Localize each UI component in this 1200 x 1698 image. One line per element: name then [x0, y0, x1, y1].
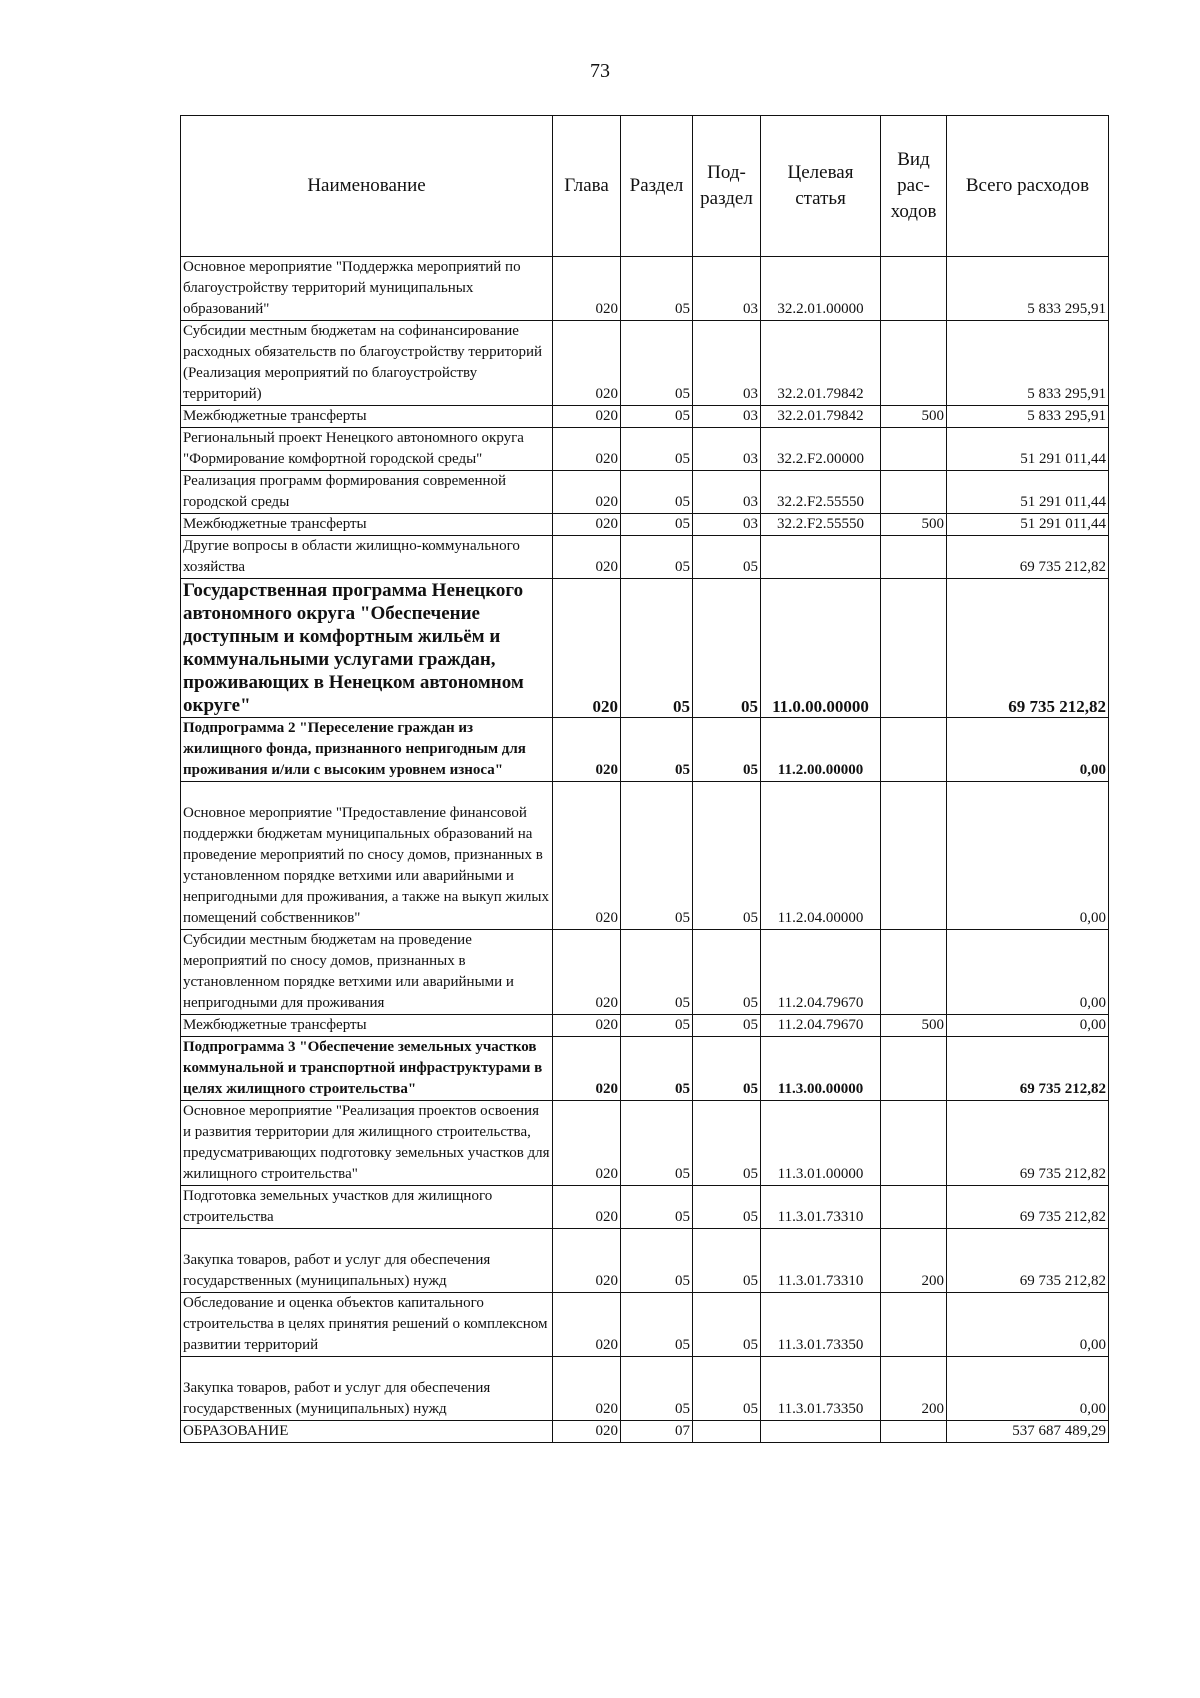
row-target-text: 11.3.01.73310 [777, 1209, 864, 1225]
row-section-text: 05 [675, 910, 690, 926]
row-total-text: 0,00 [1079, 910, 1106, 926]
row-subsection [693, 579, 761, 718]
row-total [947, 782, 1109, 930]
row-target-text: 11.3.01.73350 [777, 1337, 864, 1353]
row-target [761, 321, 881, 406]
row-target [761, 718, 881, 782]
row-chapter [553, 1293, 621, 1357]
row-chapter [553, 1015, 621, 1037]
row-total [947, 321, 1109, 406]
row-subsection [693, 1186, 761, 1229]
row-section [621, 1229, 693, 1293]
row-name-text: Региональный проект Ненецкого автономного округа "Формирование комфортной городской среды" [183, 430, 524, 467]
row-chapter [553, 406, 621, 428]
table-row [181, 782, 1109, 930]
row-name-text: Субсидии местным бюджетам на проведение мероприятий по сносу домов, признанных в установленном порядке ветхими или аварийными и непригодными для проживания [183, 932, 514, 1011]
row-subsection [693, 257, 761, 321]
row-total [947, 1186, 1109, 1229]
row-subsection [693, 930, 761, 1015]
row-chapter [553, 1421, 621, 1443]
row-section-text: 05 [675, 1017, 690, 1033]
row-section-text: 05 [675, 1337, 690, 1353]
row-expense-type [881, 514, 947, 536]
row-total [947, 1037, 1109, 1101]
row-expense-type [881, 536, 947, 579]
row-target [761, 579, 881, 718]
row-expense-type [881, 1186, 947, 1229]
header-chapter: Глава [553, 116, 621, 257]
row-target-text: 11.3.01.73350 [777, 1401, 864, 1417]
row-expense-type-text: 500 [921, 516, 944, 532]
row-name [181, 514, 553, 536]
row-section-text: 05 [675, 1209, 690, 1225]
row-name [181, 1421, 553, 1443]
row-expense-type-text: 500 [921, 408, 944, 424]
row-name-text: Межбюджетные трансферты [183, 408, 367, 424]
row-section [621, 321, 693, 406]
row-total [947, 1101, 1109, 1186]
row-total-text: 69 735 212,82 [1019, 1081, 1106, 1097]
row-subsection-text: 05 [743, 1166, 758, 1182]
row-subsection-text: 05 [743, 1273, 758, 1289]
row-target [761, 514, 881, 536]
row-chapter-text: 020 [595, 301, 618, 317]
row-chapter-text: 020 [595, 1166, 618, 1182]
row-total-text: 537 687 489,29 [1012, 1423, 1106, 1439]
row-subsection [693, 1015, 761, 1037]
row-subsection-text: 05 [743, 1401, 758, 1417]
row-name [181, 1357, 553, 1421]
table-row [181, 406, 1109, 428]
row-target [761, 930, 881, 1015]
row-name-text: Подпрограмма 3 "Обеспечение земельных участков коммунальной и транспортной инфраструктурами в целях жилищного строительства" [183, 1039, 543, 1097]
row-chapter-text: 020 [595, 1401, 618, 1417]
row-subsection-text: 05 [743, 559, 758, 575]
row-name-text: Основное мероприятие "Реализация проектов освоения и развития территории для жилищного строительства, предусматривающих подготовку земельных участков для жилищного строительства" [183, 1103, 550, 1182]
row-chapter [553, 428, 621, 471]
table-row [181, 718, 1109, 782]
row-name [181, 428, 553, 471]
row-total-text: 5 833 295,91 [1027, 386, 1106, 402]
row-subsection-text: 03 [743, 386, 758, 402]
row-total-text: 0,00 [1079, 995, 1106, 1011]
table-row [181, 536, 1109, 579]
row-name-text: Другие вопросы в области жилищно-коммунального хозяйства [183, 538, 520, 575]
row-section-text: 05 [675, 1273, 690, 1289]
row-subsection-text: 05 [743, 1017, 758, 1033]
row-section [621, 471, 693, 514]
row-expense-type [881, 1015, 947, 1037]
header-name: Наименование [181, 116, 553, 257]
row-section-text: 07 [675, 1423, 690, 1439]
row-name [181, 1037, 553, 1101]
row-target [761, 1421, 881, 1443]
row-target [761, 1037, 881, 1101]
row-section [621, 579, 693, 718]
row-total [947, 514, 1109, 536]
header-target: Целевая статья [761, 116, 881, 257]
row-target [761, 1015, 881, 1037]
row-section-text: 05 [675, 451, 690, 467]
table-row [181, 514, 1109, 536]
row-target-text: 32.2.01.00000 [777, 301, 864, 317]
row-target-text: 11.3.01.73310 [777, 1273, 864, 1289]
row-section-text: 05 [675, 386, 690, 402]
row-target-text: 32.2.F2.55550 [776, 516, 865, 532]
row-section [621, 1037, 693, 1101]
row-target [761, 536, 881, 579]
row-section [621, 257, 693, 321]
row-section [621, 930, 693, 1015]
header-expense-type: Вид рас-ходов [881, 116, 947, 257]
row-target-text: 32.2.F2.00000 [776, 451, 865, 467]
row-name [181, 471, 553, 514]
row-chapter-text: 020 [595, 762, 618, 778]
row-target-text: 32.2.01.79842 [777, 386, 864, 402]
row-total [947, 1293, 1109, 1357]
row-name [181, 1293, 553, 1357]
row-name [181, 257, 553, 321]
row-subsection [693, 1421, 761, 1443]
row-chapter [553, 1101, 621, 1186]
page-number: 73 [590, 60, 610, 82]
row-target [761, 471, 881, 514]
row-total-text: 69 735 212,82 [1019, 1166, 1106, 1182]
row-name-text: Основное мероприятие "Предоставление финансовой поддержки бюджетам муниципальных образований на проведение мероприятий по сносу домов, признанных в установленном порядке ветхими или аварийными и непригодными для проживания, а также на выкуп жилых помещений собственников" [183, 805, 549, 926]
row-subsection-text: 05 [743, 995, 758, 1011]
row-chapter-text: 020 [595, 1337, 618, 1353]
row-chapter [553, 321, 621, 406]
table-row [181, 579, 1109, 718]
table-row [181, 321, 1109, 406]
row-name [181, 1015, 553, 1037]
row-target [761, 1186, 881, 1229]
row-subsection [693, 536, 761, 579]
row-total-text: 51 291 011,44 [1020, 494, 1106, 510]
table-body [181, 257, 1109, 1443]
row-name [181, 782, 553, 930]
row-chapter-text: 020 [595, 386, 618, 402]
table-row [181, 1421, 1109, 1443]
row-total-text: 69 735 212,82 [1008, 697, 1106, 716]
row-subsection [693, 782, 761, 930]
row-chapter-text: 020 [595, 494, 618, 510]
row-section-text: 05 [673, 697, 690, 716]
table-row [181, 1015, 1109, 1037]
row-total-text: 69 735 212,82 [1019, 559, 1106, 575]
row-expense-type [881, 718, 947, 782]
row-name [181, 1101, 553, 1186]
row-section-text: 05 [675, 301, 690, 317]
row-gap [183, 782, 550, 803]
row-chapter [553, 579, 621, 718]
row-total [947, 406, 1109, 428]
row-subsection [693, 1357, 761, 1421]
row-subsection [693, 321, 761, 406]
row-expense-type [881, 930, 947, 1015]
row-chapter [553, 1037, 621, 1101]
row-section [621, 428, 693, 471]
row-section-text: 05 [675, 995, 690, 1011]
row-name-text: Закупка товаров, работ и услуг для обеспечения государственных (муниципальных) нужд [183, 1252, 491, 1289]
row-name [181, 1229, 553, 1293]
row-name [181, 579, 553, 718]
row-total [947, 930, 1109, 1015]
header-section: Раздел [621, 116, 693, 257]
row-target-text: 11.2.00.00000 [777, 762, 864, 778]
row-name-text: Закупка товаров, работ и услуг для обеспечения государственных (муниципальных) нужд [183, 1380, 491, 1417]
row-section-text: 05 [675, 1166, 690, 1182]
row-target-text: 11.3.00.00000 [777, 1081, 864, 1097]
row-name [181, 718, 553, 782]
row-expense-type-text: 200 [921, 1401, 944, 1417]
row-gap [183, 1229, 550, 1250]
row-name-text: Межбюджетные трансферты [183, 1017, 367, 1033]
row-name-text: Субсидии местным бюджетам на софинансирование расходных обязательств по благоустройству территорий (Реализация мероприятий по благоустройству территорий) [183, 323, 543, 402]
row-target-text: 32.2.F2.55550 [776, 494, 865, 510]
table-row [181, 930, 1109, 1015]
row-total-text: 0,00 [1079, 1401, 1106, 1417]
row-expense-type [881, 1357, 947, 1421]
row-section [621, 1186, 693, 1229]
row-total [947, 579, 1109, 718]
row-target [761, 1357, 881, 1421]
row-name [181, 321, 553, 406]
row-name-text: ОБРАЗОВАНИЕ [183, 1423, 289, 1439]
row-subsection [693, 471, 761, 514]
row-total-text: 5 833 295,91 [1027, 301, 1106, 317]
row-chapter [553, 471, 621, 514]
row-total-text: 0,00 [1079, 762, 1106, 778]
row-chapter [553, 930, 621, 1015]
header-total: Всего расходов [947, 116, 1109, 257]
row-subsection-text: 05 [743, 1081, 758, 1097]
row-subsection-text: 05 [743, 910, 758, 926]
row-section [621, 514, 693, 536]
row-total-text: 5 833 295,91 [1027, 408, 1106, 424]
row-chapter-text: 020 [595, 516, 618, 532]
row-total [947, 1015, 1109, 1037]
row-subsection [693, 718, 761, 782]
table-row [181, 471, 1109, 514]
row-expense-type-text: 500 [921, 1017, 944, 1033]
row-total-text: 51 291 011,44 [1020, 516, 1106, 532]
row-total [947, 1357, 1109, 1421]
row-target-text: 11.2.04.00000 [777, 910, 864, 926]
row-section-text: 05 [675, 1401, 690, 1417]
row-section-text: 05 [675, 516, 690, 532]
row-target-text: 11.2.04.79670 [777, 1017, 864, 1033]
row-target-text: 11.3.01.00000 [777, 1166, 864, 1182]
row-section-text: 05 [675, 762, 690, 778]
row-total [947, 471, 1109, 514]
row-section-text: 05 [675, 559, 690, 575]
row-name-text: Государственная программа Ненецкого автономного округа "Обеспечение доступным и комфортным жильём и коммунальными услугами граждан, проживающих в Ненецком автономном округе" [183, 580, 524, 716]
row-expense-type [881, 321, 947, 406]
row-chapter-text: 020 [595, 1423, 618, 1439]
row-section-text: 05 [675, 408, 690, 424]
row-target [761, 406, 881, 428]
row-subsection-text: 05 [743, 762, 758, 778]
row-chapter [553, 1357, 621, 1421]
row-name-text: Подготовка земельных участков для жилищного строительства [183, 1188, 493, 1225]
row-target-text: 11.0.00.00000 [772, 697, 869, 716]
row-target [761, 428, 881, 471]
row-subsection [693, 428, 761, 471]
row-chapter [553, 514, 621, 536]
row-subsection-text: 05 [743, 1337, 758, 1353]
row-chapter-text: 020 [592, 697, 618, 716]
row-name-text: Подпрограмма 2 "Переселение граждан из жилищного фонда, признанного непригодным для проживания и/или с высоким уровнем износа" [183, 720, 526, 778]
row-chapter-text: 020 [595, 451, 618, 467]
row-expense-type [881, 1229, 947, 1293]
row-expense-type [881, 471, 947, 514]
row-name-text: Межбюджетные трансферты [183, 516, 367, 532]
row-section [621, 406, 693, 428]
row-subsection-text: 03 [743, 451, 758, 467]
row-expense-type [881, 428, 947, 471]
row-total [947, 536, 1109, 579]
table-row [181, 1101, 1109, 1186]
table-row [181, 257, 1109, 321]
row-chapter [553, 782, 621, 930]
row-chapter-text: 020 [595, 910, 618, 926]
row-section [621, 1293, 693, 1357]
row-gap [183, 1357, 550, 1378]
row-chapter [553, 536, 621, 579]
row-name [181, 406, 553, 428]
row-total-text: 51 291 011,44 [1020, 451, 1106, 467]
row-subsection-text: 03 [743, 516, 758, 532]
row-chapter-text: 020 [595, 995, 618, 1011]
row-total [947, 257, 1109, 321]
row-target [761, 1293, 881, 1357]
row-name-text: Реализация программ формирования современной городской среды [183, 473, 507, 510]
row-expense-type [881, 1037, 947, 1101]
row-chapter [553, 257, 621, 321]
row-target-text: 32.2.01.79842 [777, 408, 864, 424]
row-subsection [693, 1293, 761, 1357]
row-total [947, 428, 1109, 471]
row-total-text: 0,00 [1079, 1017, 1106, 1033]
row-section [621, 718, 693, 782]
row-total [947, 1421, 1109, 1443]
budget-table [180, 115, 1109, 1443]
table-row [181, 1229, 1109, 1293]
row-chapter-text: 020 [595, 1017, 618, 1033]
row-subsection [693, 1101, 761, 1186]
row-name [181, 1186, 553, 1229]
row-chapter [553, 1229, 621, 1293]
row-subsection-text: 05 [743, 1209, 758, 1225]
row-chapter-text: 020 [595, 1081, 618, 1097]
row-chapter-text: 020 [595, 1273, 618, 1289]
row-section [621, 1421, 693, 1443]
row-expense-type [881, 1101, 947, 1186]
row-section [621, 1015, 693, 1037]
row-subsection-text: 03 [743, 494, 758, 510]
row-subsection-text: 03 [743, 301, 758, 317]
row-chapter [553, 1186, 621, 1229]
row-name-text: Основное мероприятие "Поддержка мероприятий по благоустройству территорий муниципальных образований" [183, 259, 521, 317]
row-name-text: Обследование и оценка объектов капитального строительства в целях принятия решений о комплексном развитии территорий [183, 1295, 548, 1353]
row-subsection [693, 514, 761, 536]
row-subsection [693, 406, 761, 428]
row-chapter-text: 020 [595, 559, 618, 575]
row-subsection-text: 05 [741, 697, 758, 716]
table-row [181, 1186, 1109, 1229]
row-total-text: 0,00 [1079, 1337, 1106, 1353]
row-subsection-text: 03 [743, 408, 758, 424]
row-section-text: 05 [675, 1081, 690, 1097]
row-expense-type [881, 406, 947, 428]
row-expense-type [881, 782, 947, 930]
row-target [761, 782, 881, 930]
row-subsection [693, 1229, 761, 1293]
row-total [947, 1229, 1109, 1293]
row-expense-type-text: 200 [921, 1273, 944, 1289]
table-row [181, 428, 1109, 471]
table-row [181, 1293, 1109, 1357]
row-section [621, 1357, 693, 1421]
row-name [181, 536, 553, 579]
header-row [181, 116, 1109, 257]
row-total-text: 69 735 212,82 [1019, 1273, 1106, 1289]
table-row [181, 1037, 1109, 1101]
row-section [621, 536, 693, 579]
row-expense-type [881, 579, 947, 718]
row-expense-type [881, 257, 947, 321]
header-subsection: Под-раздел [693, 116, 761, 257]
row-chapter-text: 020 [595, 1209, 618, 1225]
row-subsection [693, 1037, 761, 1101]
row-name [181, 930, 553, 1015]
row-section [621, 782, 693, 930]
row-target [761, 1229, 881, 1293]
row-expense-type [881, 1293, 947, 1357]
table-row [181, 1357, 1109, 1421]
row-section [621, 1101, 693, 1186]
row-total-text: 69 735 212,82 [1019, 1209, 1106, 1225]
row-section-text: 05 [675, 494, 690, 510]
row-target [761, 257, 881, 321]
row-expense-type [881, 1421, 947, 1443]
row-chapter-text: 020 [595, 408, 618, 424]
row-target-text: 11.2.04.79670 [777, 995, 864, 1011]
row-total [947, 718, 1109, 782]
row-chapter [553, 718, 621, 782]
row-target [761, 1101, 881, 1186]
